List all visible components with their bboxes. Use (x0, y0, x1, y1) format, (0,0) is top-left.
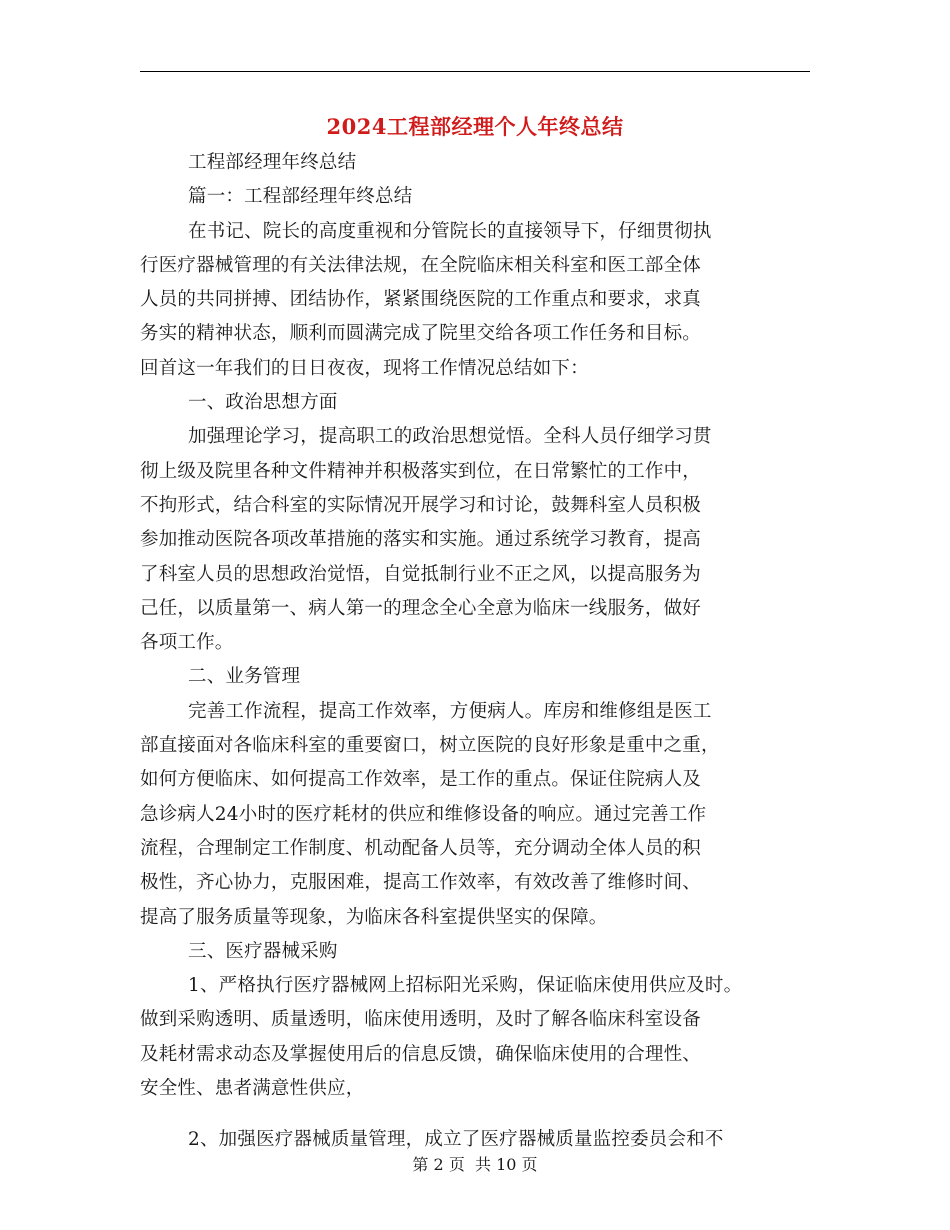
paragraph-line: 安全性、患者满意性供应， (140, 1078, 365, 1100)
paragraph-line: 回首这一年我们的日日夜夜，现将工作情况总结如下： (140, 357, 589, 379)
paragraph-line: 流程，合理制定工作制度、机动配备人员等，充分调动全体人员的积 (140, 837, 702, 859)
heading-line: 三、医疗器械采购 (188, 940, 338, 962)
paragraph-line: 做到采购透明、质量透明，临床使用透明，及时了解各临床科室设备 (140, 1009, 702, 1031)
footer-suffix: 页 (521, 1155, 538, 1174)
paragraph-line: 完善工作流程，提高工作效率，方便病人。库房和维修组是医工 (188, 700, 712, 722)
paragraph-line: 不拘形式，结合科室的实际情况开展学习和讨论，鼓舞科室人员积极 (140, 494, 702, 516)
paragraph-line: 己任，以质量第一、病人第一的理念全心全意为临床一线服务，做好 (140, 597, 702, 619)
paragraph-line: 急诊病人24小时的医疗耗材的供应和维修设备的响应。通过完善工作 (140, 803, 707, 825)
header-rule (140, 71, 810, 72)
paragraph-line: 人员的共同拼搏、团结协作，紧紧围绕医院的工作重点和要求，求真 (140, 289, 702, 311)
document-body (140, 146, 820, 1158)
paragraph-line: 2、加强医疗器械质量管理，成立了医疗器械质量监控委员会和不 (188, 1129, 724, 1151)
paragraph-line: 提高了服务质量等现象，为临床各科室提供坚实的保障。 (140, 906, 608, 928)
paragraph-line: 及耗材需求动态及掌握使用后的信息反馈，确保临床使用的合理性、 (140, 1043, 702, 1065)
paragraph-line: 了科室人员的思想政治觉悟，自觉抵制行业不正之风，以提高服务为 (140, 563, 702, 585)
paragraph-line: 加强理论学习，提高职工的政治思想觉悟。全科人员仔细学习贯 (188, 426, 712, 448)
paragraph-line: 在书记、院长的高度重视和分管院长的直接领导下，仔细贯彻执 (188, 220, 712, 242)
paragraph-line: 行医疗器械管理的有关法律法规，在全院临床相关科室和医工部全体 (140, 254, 702, 276)
total-page-count: 10 (496, 1155, 517, 1174)
paragraph-gap (140, 1106, 820, 1123)
footer-middle: 页 共 (448, 1155, 491, 1174)
paragraph-line: 部直接面对各临床科室的重要窗口，树立医院的良好形象是重中之重， (140, 735, 720, 757)
document-title: 2024工程部经理个人年终总结 (326, 114, 624, 139)
heading-line: 二、业务管理 (188, 666, 301, 688)
current-page-number: 2 (433, 1155, 444, 1174)
footer-prefix: 第 (412, 1155, 429, 1174)
page-footer (0, 1153, 950, 1177)
section-title-line: 篇一：工程部经理年终总结 (188, 186, 413, 208)
paragraph-line: 如何方便临床、如何提高工作效率，是工作的重点。保证住院病人及 (140, 769, 702, 791)
paragraph-line: 务实的精神状态，顺利而圆满完成了院里交给各项工作任务和目标。 (140, 323, 702, 345)
paragraph-line: 极性，齐心协力，克服困难，提高工作效率，有效改善了维修时间、 (140, 872, 702, 894)
heading-line: 一、政治思想方面 (188, 392, 338, 414)
paragraph-line: 参加推动医院各项改革措施的落实和实施。通过系统学习教育，提高 (140, 529, 702, 551)
paragraph-line: 1、严格执行医疗器械网上招标阳光采购，保证临床使用供应及时。 (188, 975, 743, 997)
paragraph-line: 彻上级及院里各种文件精神并积极落实到位，在日常繁忙的工作中， (140, 460, 702, 482)
paragraph-line: 各项工作。 (140, 632, 234, 654)
subtitle-line: 工程部经理年终总结 (188, 152, 357, 173)
